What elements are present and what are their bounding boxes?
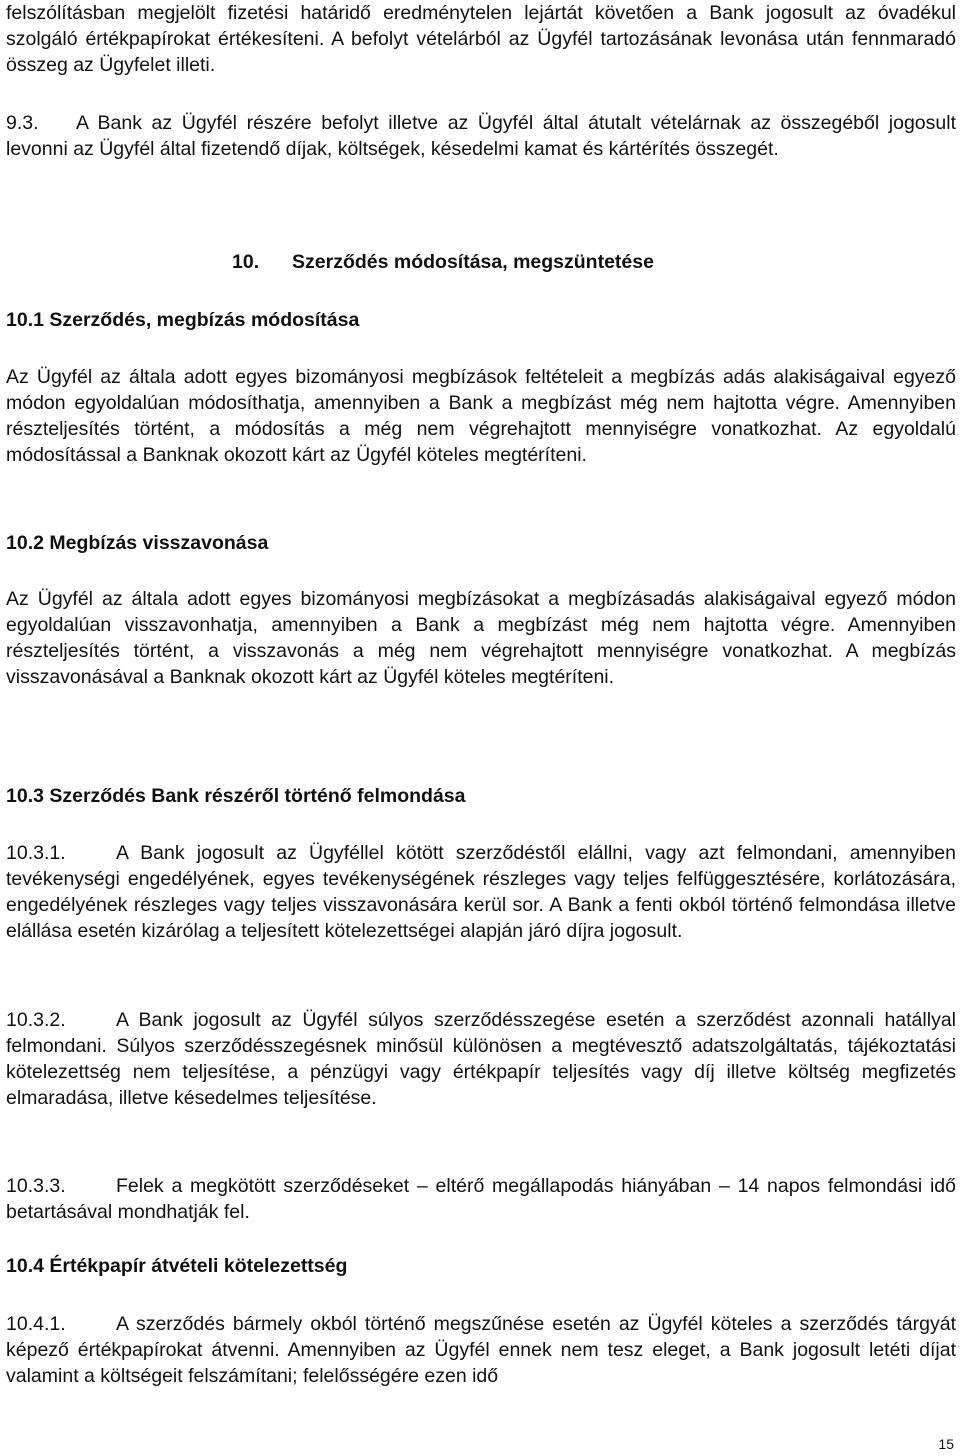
section-number: 10. [232,251,260,273]
paragraph-text: Felek a megkötött szerződéseket – eltérő megállapodás hiányában – 14 napos felmondási idő betartásával mondhatják fel. [6,1175,956,1223]
page-number: 15 [938,1436,954,1452]
paragraph-9-3 [6,110,956,162]
paragraph-number: 10.4.1. [6,1313,66,1335]
paragraph-number: 10.3.2. [6,1009,66,1031]
paragraph-number: 9.3. [6,112,39,134]
paragraph-text: A szerződés bármely okból történő megszűnése esetén az Ügyfél köteles a szerződés tárgyát képező értékpapírokat átvenni. Amennyiben az Ügyfél ennek nem tesz eleget, a Bank jogosult letéti díjat valamint a költségeit felszámítani; felelősségére ezen idő [6,1313,956,1387]
paragraph-text: A Bank az Ügyfél részére befolyt illetve az Ügyfél által átutalt vételárnak az összegéből jogosult levonni az Ügyfél által fizetendő díjak, költségek, késedelmi kamat és kártérítés összegét. [6,112,956,160]
paragraph-10-2: Az Ügyfél az általa adott egyes bizományosi megbízásokat a megbízásadás alakiságaival egyező módon egyoldalúan visszavonhatja, amennyiben a Bank a megbízást még nem hajtotta végre. Amennyiben részteljesítés történt, a visszavonás a még nem végrehajtott mennyiségre vonatkozhat. A megbízás visszavonásával a Banknak okozott kárt az Ügyfél köteles megtéríteni. [6,588,956,688]
paragraph-10-3-2 [6,1007,956,1111]
paragraph-10-1: Az Ügyfél az általa adott egyes bizományosi megbízások feltételeit a megbízás adás alakiságaival egyező módon egyoldalúan módosíthatja, amennyiben a Bank a megbízást még nem hajtotta végre. Amennyiben részteljesítés történt, a módosítás a még nem végrehajtott mennyiségre vonatkozhat. Az egyoldalú módosítással a Banknak okozott kárt az Ügyfél köteles megtéríteni. [6,366,956,466]
paragraph-10-3-3 [6,1173,956,1225]
subsection-heading-10-3: 10.3 Szerződés Bank részéről történő felmondása [6,785,466,807]
paragraph-9-2-continuation: felszólításban megjelölt fizetési határidő eredménytelen lejártát követően a Bank jogosult az óvadékul szolgáló értékpapírokat értékesíteni. A befolyt vételárból az Ügyfél tartozásának levonása után fennmaradó összeg az Ügyfelet illeti. [6,2,956,76]
paragraph-10-3-1 [6,840,956,944]
paragraph-text: A Bank jogosult az Ügyféllel kötött szerződéstől elállni, vagy azt felmondani, amennyiben tevékenységi engedélyének, egyes tevékenységének részleges vagy teljes felfüggesztésére, korlátozására, engedélyének részleges vagy teljes visszavonására kerül sor. A Bank a fenti okból történő felmondása illetve elállása esetén kizárólag a teljesített kötelezettségei alapján járó díjra jogosult. [6,842,956,942]
paragraph-number: 10.3.3. [6,1175,66,1197]
section-heading-10 [232,251,654,274]
subsection-heading-10-4: 10.4 Értékpapír átvételi kötelezettség [6,1255,348,1277]
paragraph-number: 10.3.1. [6,842,66,864]
paragraph-text: A Bank jogosult az Ügyfél súlyos szerződésszegése esetén a szerződést azonnali hatállyal felmondani. Súlyos szerződésszegésnek minősül különösen a megtévesztő adatszolgáltatás, tájékoztatási kötelezettség nem teljesítése, a pénzügyi vagy értékpapír teljesítés vagy díj illetve költség megfizetés elmaradása, illetve késedelmes teljesítése. [6,1009,956,1109]
subsection-heading-10-1: 10.1 Szerződés, megbízás módosítása [6,309,360,331]
section-title: Szerződés módosítása, megszüntetése [292,251,654,273]
paragraph-10-4-1 [6,1311,956,1389]
subsection-heading-10-2: 10.2 Megbízás visszavonása [6,532,269,554]
